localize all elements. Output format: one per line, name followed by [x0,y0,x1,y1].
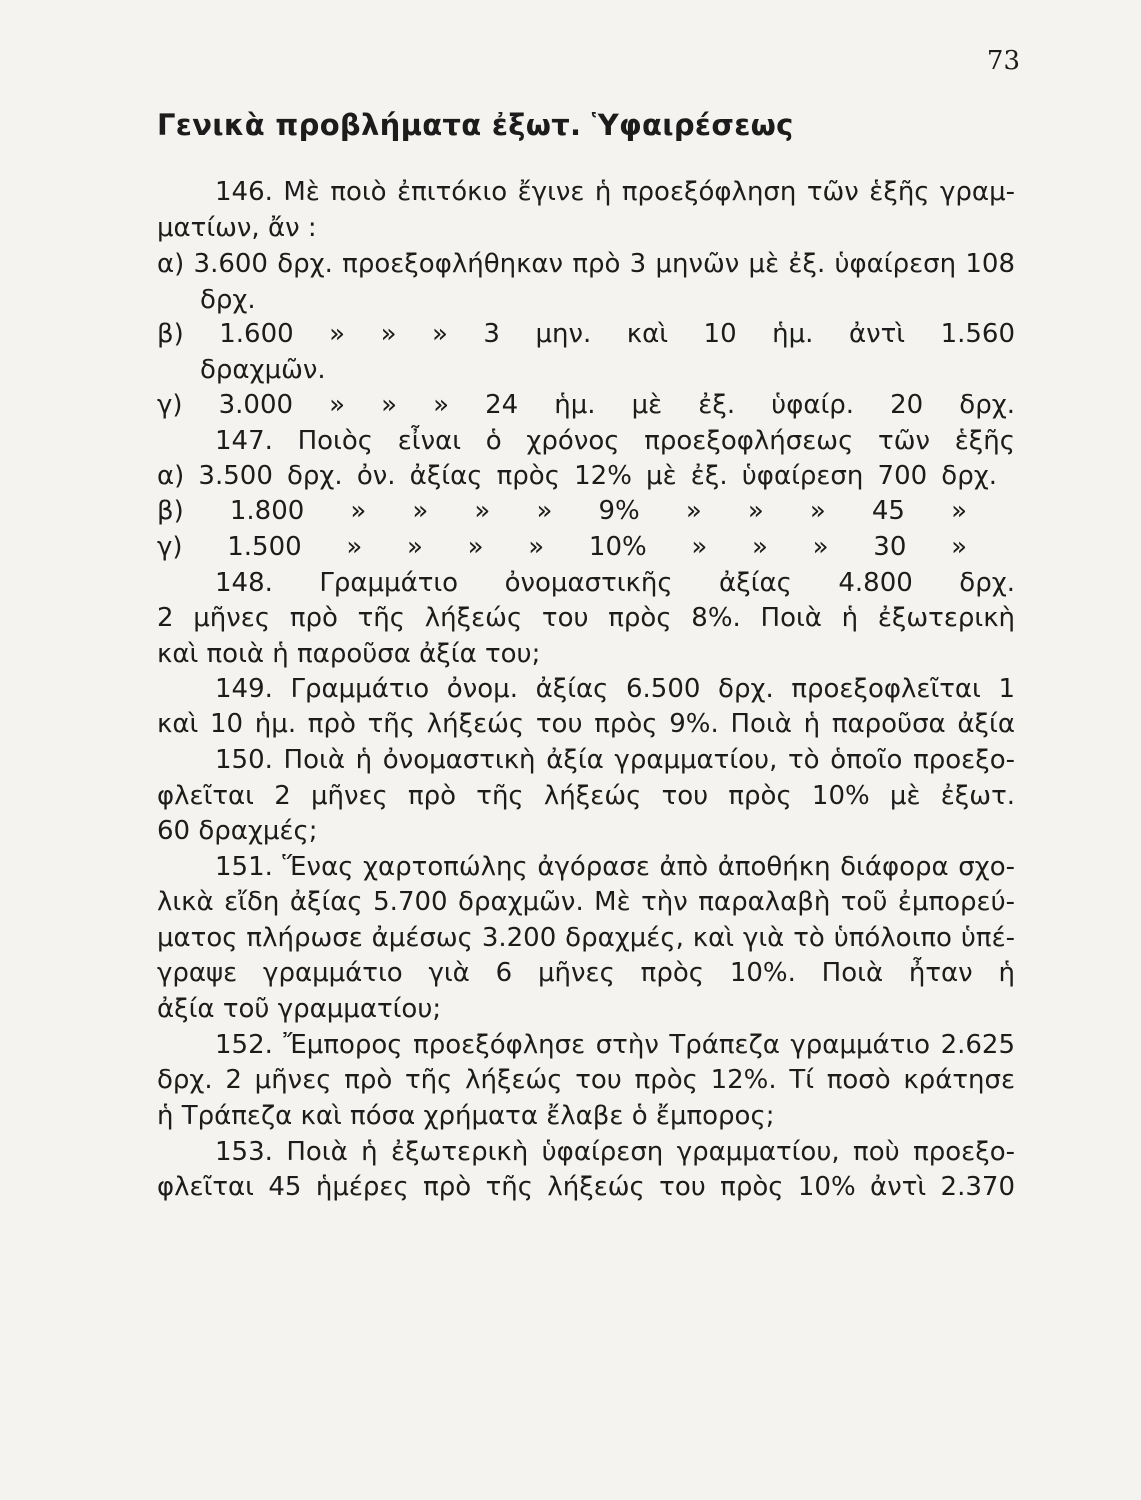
text-line: δραχμῶν. [200,355,326,385]
text-line: ἡ Τράπεζα καὶ πόσα χρήματα ἔλαβε ὁ ἔμπορος; [157,1101,775,1131]
text-line: β) 1.600 » » » 3 μην. καὶ 10 ἡμ. ἀντὶ 1.560 [157,319,1015,349]
text-line: φλεῖται 45 ἡμέρες πρὸ τῆς λήξεώς του πρὸς 10% ἀντὶ 2.370 [157,1172,1015,1202]
text-line: α) 3.500 δρχ. ὀν. ἀξίας πρὸς 12% μὲ ἐξ. ὑφαίρεση 700 δρχ. [157,461,997,491]
text-line: δρχ. [200,285,256,315]
text-line: ἀξία τοῦ γραμματίου; [157,994,442,1024]
page-number: 73 [986,46,1020,76]
text-line: α) 3.600 δρχ. προεξοφλήθηκαν πρὸ 3 μηνῶν μὲ ἐξ. ὑφαίρεση 108 [157,249,1015,279]
text-line: γραψε γραμμάτιο γιὰ 6 μῆνες πρὸς 10%. Ποιὰ ἦταν ἡ [157,958,1015,988]
text-line: 152. Ἔμπορος προεξόφλησε στὴν Τράπεζα γραμμάτιο 2.625 [215,1030,1015,1060]
text-line: 146. Μὲ ποιὸ ἐπιτόκιο ἔγινε ἡ προεξόφληση τῶν ἑξῆς γραμ- [215,177,1015,207]
text-line: 151. Ἕνας χαρτοπώλης ἀγόρασε ἀπὸ ἀποθήκη διάφορα σχο- [215,852,1015,882]
text-line: καὶ ποιὰ ἡ παροῦσα ἀξία του; [157,639,541,669]
text-line: φλεῖται 2 μῆνες πρὸ τῆς λήξεώς του πρὸς 10% μὲ ἐξωτ. [157,781,1015,811]
text-line: λικὰ εἴδη ἀξίας 5.700 δραχμῶν. Μὲ τὴν παραλαβὴ τοῦ ἐμπορεύ- [157,887,1015,917]
text-line: ματίων, ἄν : [157,213,317,243]
text-line: 2 μῆνες πρὸ τῆς λήξεώς του πρὸς 8%. Ποιὰ ἡ ἐξωτερικὴ [157,603,1015,633]
text-line: 148. Γραμμάτιο ὀνομαστικῆς ἀξίας 4.800 δρχ. [215,568,1015,598]
text-line: δρχ. 2 μῆνες πρὸ τῆς λήξεώς του πρὸς 12%. Τί ποσὸ κράτησε [157,1065,1015,1095]
section-heading: Γενικὰ προβλήματα ἐξωτ. Ὑφαιρέσεως [157,108,794,142]
text-line: ματος πλήρωσε ἀμέσως 3.200 δραχμές, καὶ γιὰ τὸ ὑπόλοιπο ὑπέ- [157,923,1015,953]
text-line: 147. Ποιὸς εἶναι ὁ χρόνος προεξοφλήσεως τῶν ἑξῆς [215,426,1015,456]
text-line: 153. Ποιὰ ἡ ἐξωτερικὴ ὑφαίρεση γραμματίου, ποὺ προεξο- [215,1137,1015,1167]
text-line: 150. Ποιὰ ἡ ὀνομαστικὴ ἀξία γραμματίου, τὸ ὁποῖο προεξο- [215,745,1015,775]
text-line: 149. Γραμμάτιο ὀνομ. ἀξίας 6.500 δρχ. προεξοφλεῖται 1 [215,674,1015,704]
text-line: γ) 3.000 » » » 24 ἡμ. μὲ ἐξ. ὑφαίρ. 20 δρχ. [157,390,1015,420]
text-line: β) 1.800 » » » » 9% » » » 45 » [157,496,967,526]
text-line: 60 δραχμές; [157,816,318,846]
text-line: γ) 1.500 » » » » 10% » » » 30 » [157,532,967,562]
text-line: καὶ 10 ἡμ. πρὸ τῆς λήξεώς του πρὸς 9%. Ποιὰ ἡ παροῦσα ἀξία [157,709,1015,739]
